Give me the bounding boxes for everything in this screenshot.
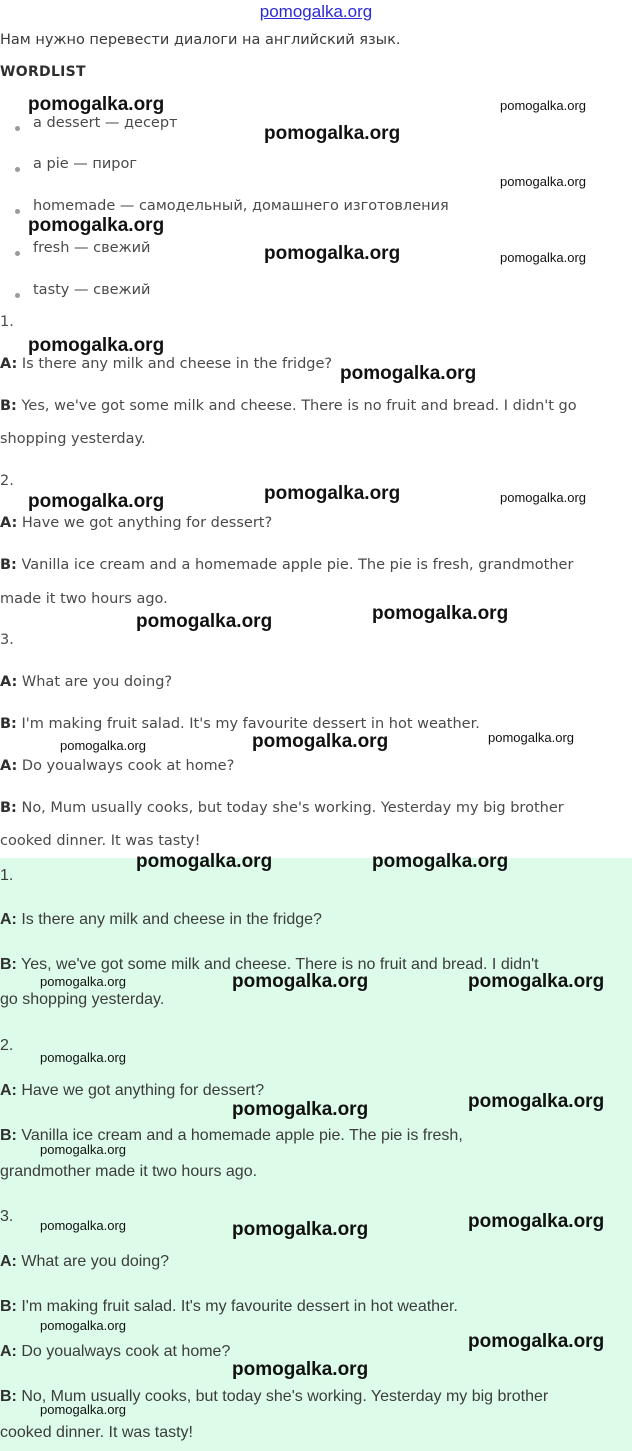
line-text: I'm making fruit salad. It's my favourite dessert in hot weather. xyxy=(16,716,480,732)
watermark: pomogalka.org xyxy=(372,603,509,624)
speaker-label: A: xyxy=(0,1082,17,1099)
watermark: pomogalka.org xyxy=(232,1359,369,1380)
watermark: pomogalka.org xyxy=(28,94,165,115)
line-continuation: cooked dinner. It was tasty! xyxy=(0,1424,193,1441)
speaker-label: B: xyxy=(0,1127,17,1144)
list-bullet xyxy=(15,293,20,298)
speaker-label: A: xyxy=(0,1343,17,1360)
speaker-label: B: xyxy=(0,1388,17,1405)
line-text: Yes, we've got some milk and cheese. There is no fruit and bread. I didn't xyxy=(16,956,539,973)
line-text: What are you doing? xyxy=(16,1253,169,1270)
watermark: pomogalka.org xyxy=(40,1142,126,1157)
line-text: I'm making fruit salad. It's my favourite dessert in hot weather. xyxy=(16,1298,458,1315)
watermark: pomogalka.org xyxy=(28,215,165,236)
dialogue-line xyxy=(0,800,564,816)
watermark: pomogalka.org xyxy=(252,731,389,752)
task-intro: Нам нужно перевести диалоги на английский язык. xyxy=(0,32,401,48)
answer-line xyxy=(0,911,322,929)
watermark: pomogalka.org xyxy=(500,490,586,505)
watermark: pomogalka.org xyxy=(40,1050,126,1065)
answer-line xyxy=(0,1253,169,1271)
dialogue-line xyxy=(0,356,332,372)
list-bullet xyxy=(15,126,20,131)
speaker-label: A: xyxy=(0,515,18,531)
speaker-label: B: xyxy=(0,716,17,732)
watermark: pomogalka.org xyxy=(40,1218,126,1233)
wordlist-item: tasty — свежий xyxy=(33,282,151,298)
answer-number: 3. xyxy=(0,1208,14,1225)
watermark: pomogalka.org xyxy=(28,491,165,512)
watermark: pomogalka.org xyxy=(60,738,146,753)
watermark: pomogalka.org xyxy=(372,851,509,872)
dialogue-line xyxy=(0,557,573,573)
watermark: pomogalka.org xyxy=(500,174,586,189)
list-bullet xyxy=(15,251,20,256)
watermark: pomogalka.org xyxy=(468,1331,605,1352)
answer-line xyxy=(0,1298,458,1316)
dialogue-line xyxy=(0,674,172,690)
list-bullet xyxy=(15,167,20,172)
dialogue-number: 2. xyxy=(0,473,14,489)
dialogue-line xyxy=(0,398,577,414)
dialogue-number: 3. xyxy=(0,632,14,648)
speaker-label: A: xyxy=(0,674,18,690)
line-continuation: go shopping yesterday. xyxy=(0,991,165,1008)
watermark: pomogalka.org xyxy=(264,243,401,264)
wordlist-title: WORDLIST xyxy=(0,64,86,80)
line-text: No, Mum usually cooks, but today she's working. Yesterday my big brother xyxy=(16,800,564,816)
watermark: pomogalka.org xyxy=(468,1211,605,1232)
speaker-label: B: xyxy=(0,1298,17,1315)
speaker-label: A: xyxy=(0,758,18,774)
answer-line xyxy=(0,1082,264,1100)
wordlist-item: a dessert — десерт xyxy=(33,115,178,131)
dialogue-line xyxy=(0,758,234,774)
list-bullet xyxy=(15,209,20,214)
line-continuation: shopping yesterday. xyxy=(0,431,146,447)
watermark: pomogalka.org xyxy=(232,1099,369,1120)
line-text: Have we got anything for dessert? xyxy=(16,1082,265,1099)
watermark: pomogalka.org xyxy=(40,974,126,989)
site-link[interactable]: pomogalka.org xyxy=(259,2,373,21)
speaker-label: A: xyxy=(0,1253,17,1270)
speaker-label: A: xyxy=(0,911,17,928)
line-text: No, Mum usually cooks, but today she's working. Yesterday my big brother xyxy=(16,1388,549,1405)
watermark: pomogalka.org xyxy=(340,363,477,384)
watermark: pomogalka.org xyxy=(264,123,401,144)
wordlist-item: a pie — пирог xyxy=(33,156,137,172)
answer-number: 2. xyxy=(0,1037,14,1054)
watermark: pomogalka.org xyxy=(40,1318,126,1333)
line-text: Is there any milk and cheese in the fridge? xyxy=(17,356,333,372)
answer-line xyxy=(0,1343,230,1361)
watermark: pomogalka.org xyxy=(500,98,586,113)
watermark: pomogalka.org xyxy=(488,730,574,745)
line-text: Do youalways cook at home? xyxy=(17,758,235,774)
line-continuation: cooked dinner. It was tasty! xyxy=(0,833,201,849)
speaker-label: B: xyxy=(0,956,17,973)
watermark: pomogalka.org xyxy=(468,971,605,992)
wordlist-item: homemade — самодельный, домашнего изготовления xyxy=(33,198,449,214)
wordlist-item: fresh — свежий xyxy=(33,240,151,256)
watermark: pomogalka.org xyxy=(136,611,273,632)
speaker-label: B: xyxy=(0,398,17,414)
dialogue-line xyxy=(0,515,272,531)
line-text: Yes, we've got some milk and cheese. There is no fruit and bread. I didn't go xyxy=(16,398,577,414)
dialogue-line xyxy=(0,716,480,732)
watermark: pomogalka.org xyxy=(136,851,273,872)
watermark: pomogalka.org xyxy=(500,250,586,265)
answer-number: 1. xyxy=(0,867,14,884)
line-text: Vanilla ice cream and a homemade apple pie. The pie is fresh, grandmother xyxy=(16,557,574,573)
watermark: pomogalka.org xyxy=(232,1219,369,1240)
watermark: pomogalka.org xyxy=(468,1091,605,1112)
line-text: Vanilla ice cream and a homemade apple pie. The pie is fresh, xyxy=(16,1127,463,1144)
watermark: pomogalka.org xyxy=(264,483,401,504)
speaker-label: A: xyxy=(0,356,18,372)
line-text: Do youalways cook at home? xyxy=(16,1343,231,1360)
line-text: Is there any milk and cheese in the fridge? xyxy=(16,911,322,928)
line-text: What are you doing? xyxy=(17,674,173,690)
watermark: pomogalka.org xyxy=(40,1402,126,1417)
line-continuation: grandmother made it two hours ago. xyxy=(0,1163,258,1180)
line-continuation: made it two hours ago. xyxy=(0,591,168,607)
line-text: Have we got anything for dessert? xyxy=(17,515,273,531)
speaker-label: B: xyxy=(0,557,17,573)
watermark: pomogalka.org xyxy=(28,335,165,356)
dialogue-number: 1. xyxy=(0,314,14,330)
speaker-label: B: xyxy=(0,800,17,816)
watermark: pomogalka.org xyxy=(232,971,369,992)
